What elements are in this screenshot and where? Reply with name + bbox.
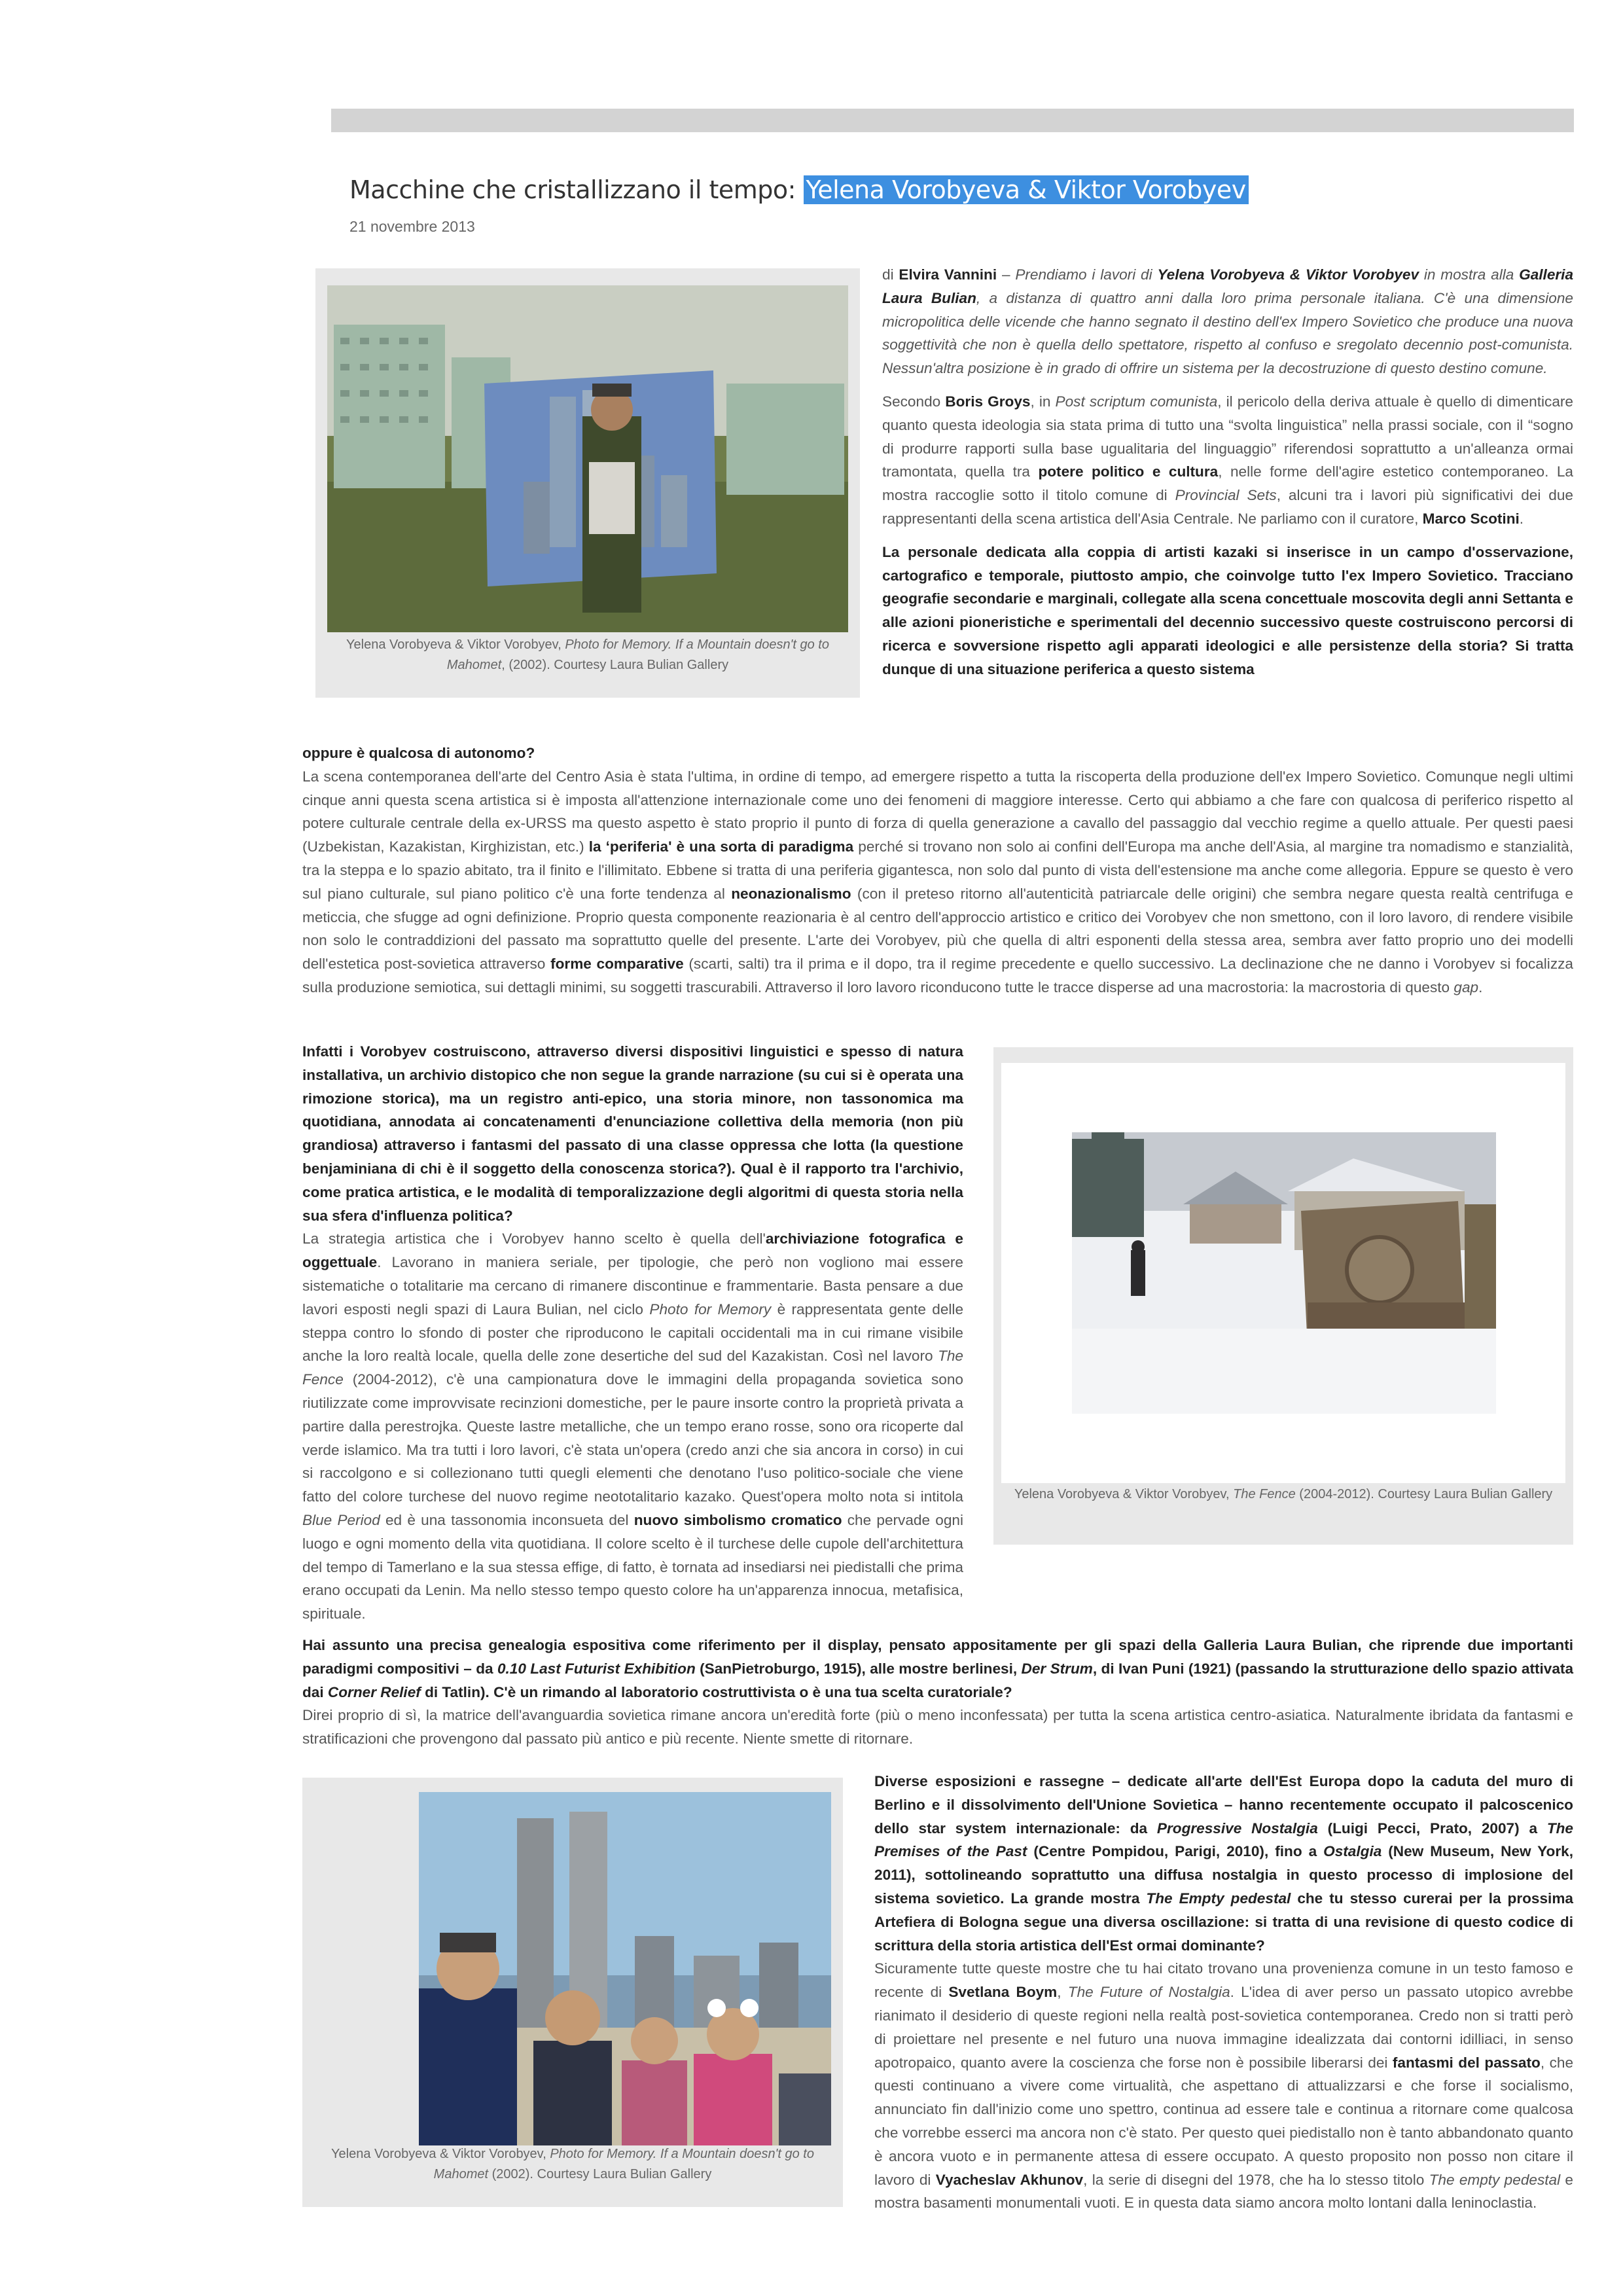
intro-paragraph: di Elvira Vannini – Prendiamo i lavori di Yelena Vorobyeva & Viktor Vorobyev in mostra alla Galleria Laura Bulian, a distanza di quattro anni dalla loro prima personale italiana. C'è una dimensione micropolitica delle vicende che hanno segnato il destino dell'ex Impero Sovietico che produce una nuova soggettività che non è quella dello spettatore, rispetto al confuso e sregolato decennio post-comunista. Nessun'altra posizione è in grado di offrire un sistema per la decostruzione di questo destino comune. xyxy=(882,266,1574,377)
question-3: Hai assunto una precisa genealogia espositiva come riferimento per il display, pensato appositamente per gli spazi della Galleria Laura Bulian, che riprende due importanti paradigmi compositivi – da 0.10 Last Futurist Exhibition (SanPietroburgo, 1915), alle mostre berlinesi, Der Strum, di Ivan Puni (1921) (passando la strutturazione dello spazio attivata dai Corner Relief di Tatlin). C'è un rimando al laboratorio costruttivista o è una tua scelta curatoriale? xyxy=(302,1637,1574,1700)
photo-for-memory-man-image xyxy=(327,285,848,632)
figure-3-caption: Yelena Vorobyeva & Viktor Vorobyev, Photo for Memory. If a Mountain doesn't go to Mahomet (2002). Courtesy Laura Bulian Gallery xyxy=(331,2147,814,2181)
figure-2 xyxy=(993,1047,1573,1545)
article-title: Macchine che cristallizzano il tempo: Yelena Vorobyeva & Viktor Vorobyev xyxy=(349,175,1249,204)
answer-2: La strategia artistica che i Vorobyev hanno scelto è quella dell'archiviazione fotografica e oggettuale. Lavorano in maniera seriale, per tipologie, che però non vogliono mai essere sistematiche o totalitarie ma cercano di rimanere discontinue e frammentarie. Basta pensare a due lavori esposti negli spazi di Laura Bulian, nel ciclo Photo for Memory è rappresentata gente delle steppa contro lo sfondo di poster che riproducono le capitali occidentali ma in cui rimane visibile anche la loro realtà locale, quella delle zone desertiche del sud del Kazakistan. Così nel lavoro The Fence (2004-2012), c'è una campionatura dove le immagini della propaganda sovietica sono riutilizzate come improvvisate recinzioni domestiche, per le paure insorte contro la proprietà privata a partire dalla perestrojka. Queste lastre metalliche, che un tempo erano rosse, sono ora ricoperte dal verde islamico. Ma tra tutti i loro lavori, c'è stata un'opera (credo anzi che sia ancora in corso) in cui si raccolgono e si collezionano tutti quegli elementi che denotano l'uso politico-sociale che viene fatto del colore turchese del nuovo regime neototalitario kazako. Quest'opera molto nota si intitola Blue Period ed è una tassonomia inconsueta del nuovo simbolismo cromatico che pervade ogni luogo e ogni momento della vita quotidiana. Il colore scelto è il turchese delle cupole dell'architettura del tempo di Tamerlano e la sua stessa effige, di fatto, è tornata ad insediarsi nei piedistalli che prima erano occupati da Lenin. Ma nello stesso tempo questo colore ha un'apparenza innocua, metafisica, spirituale. xyxy=(302,1230,964,1623)
display-block xyxy=(302,1634,1573,1751)
question-4: Diverse esposizioni e rassegne – dedicate all'arte dell'Est Europa dopo la caduta del muro di Berlino e il dissolvimento dell'Unione Sovietica – hanno recentemente occupato il palcoscenico dello star system internazionale: da Progressive Nostalgia (Luigi Pecci, Prato, 2007) a The Premises of the Past (Centre Pompidou, Parigi, 2010), fino a Ostalgia (New Museum, New York, 2011), sottolineando soprattutto una diffusa nostalgia in questo processo di implosione del sistema sovietico. La grande mostra The Empty pedestal che tu stesso curerai per la prossima Artefiera di Bologna segue una diversa oscillazione: si tratta di una revisione di questo codice di scrittura della storia artistica dell'Est ormai dominante? xyxy=(874,1773,1573,1954)
top-bar xyxy=(331,109,1574,132)
figure-1-caption: Yelena Vorobyeva & Viktor Vorobyev, Photo for Memory. If a Mountain doesn't go to Mahomet, (2002). Courtesy Laura Bulian Gallery xyxy=(346,637,829,672)
answer-1: La scena contemporanea dell'arte del Centro Asia è stata l'ultima, in ordine di tempo, ad emergere rispetto a tutta la riscoperta della produzione dell'ex Impero Sovietico. Comunque negli ultimi cinque anni questa scena artistica si è imposta all'attenzione internazionale come uno dei fenomeni di maggiore interesse. Certo qui abbiamo a che fare con qualcosa di periferico rispetto al potere culturale centrale della ex-URSS ma questo aspetto è stato proprio il punto di forza di quella generazione a cavallo del passaggio dal vecchio regime a quello attuale. Per questi paesi (Uzbekistan, Kazakistan, Kirghizistan, etc.) la ‘periferia' è una sorta di paradigma perché si trovano non solo ai confini dell'Europa ma anche dell'Asia, al margine tra nomadismo e stanzialità, tra la steppa e lo spazio abitato, tra il finito e l'illimitato. Ebbene si tratta di una periferia gigantesca, non solo dal punto di vista dell'estensione ma anche come allegoria. Eppure se questo è vero sul piano culturale, sul piano politico c'è una forte tendenza al neonazionalismo (con il preteso ritorno all'autenticità patriarcale delle origini) che sembra negare questa realtà centrifuga e meticcia, che sfugge ad ogni definizione. Proprio questa componente reazionaria è al centro dell'approccio artistico e critico dei Vorobyev che non smettono, con il loro lavoro, di rendere visibile non solo le contraddizioni del passato ma soprattutto quelle del presente. L'arte dei Vorobyev, più che quella di altri esponenti della stessa area, sembra aver fatto proprio uno dei modelli dell'estetica post-sovietica attraverso forme comparative (scarti, salti) tra il prima e il dopo, tra il regime precedente e quello successivo. La declinazione che ne danno i Vorobyev si focalizza sulla produzione semiotica, sui dettagli minimi, su soggetti trascurabili. Attraverso il loro lavoro riconducono tutte le tracce disperse ad una macrostoria: la macrostoria di questo gap. xyxy=(302,768,1574,996)
question-2: Infatti i Vorobyev costruiscono, attraverso diversi dispositivi linguistici e spesso di natura installativa, un archivio distopico che non segue la grande narrazione (su cui si è operata una rimozione storica), ma un registro anti-epico, una storia minore, non tassonomica ma quotidiana, annodata ai concatenamenti d'enunciazione collettiva della memoria (non più grandiosa) attraverso i fantasmi del passato di una classe oppressa che lotta (la questione benjaminiana di chi è il soggetto della conoscenza storica?). Qual è il rapporto tra l'archivio, come pratica artistica, e le modalità di temporalizzazione degli algoritmi di questa storia nella sua sfera d'influenza politica? xyxy=(302,1043,963,1224)
figure-1 xyxy=(315,268,860,698)
nostalgia-column xyxy=(874,1770,1573,2215)
question-1: La personale dedicata alla coppia di artisti kazaki si inserisce in un campo d'osservazione, cartografico e temporale, piuttosto ampio, che coinvolge tutto l'ex Impero Sovietico. Tracciano geografie secondarie e marginali, collegate alla scena concettuale moscovita degli anni Settanta e alle azioni pioneristiche e sperimentali del decennio successivo queste costruiscono percorsi di ricerca e sovversione rispetto agli apparati ideologici e alle persistenze della storia? Si tratta dunque di una situazione periferica a questo sistema xyxy=(882,543,1573,677)
article-date: 21 novembre 2013 xyxy=(349,218,475,235)
answer-3: Direi proprio di sì, la matrice dell'avanguardia sovietica rimane ancora un'eredità forte (più o meno inconfessata) per tutta la scena artistica centro-asiatica. Naturalmente ibridata da fantasmi e stratificazioni che provengono dal passato più antico e più recente. Niente smette di ritornare. xyxy=(302,1707,1573,1748)
figure-2-caption: Yelena Vorobyeva & Viktor Vorobyev, The Fence (2004-2012). Courtesy Laura Bulian Gallery xyxy=(1014,1487,1553,1501)
groys-paragraph: Secondo Boris Groys, in Post scriptum comunista, il pericolo della deriva attuale è quello di dimenticare quanto questa ideologia sia stata prima di tutto una “svolta linguistica” nella prassi sociale, con il “sogno di produrre rapporti sulla base ugualitaria del linguaggio” riferendosi soprattutto a un'alleanza ormai tramontata, quella tra potere politico e cultura, nelle forme dell'agire estetico contemporaneo. La mostra raccoglie sotto il titolo comune di Provincial Sets, alcuni tra i lavori più significativi dei due rappresentanti della scena artistica dell'Asia Centrale. Ne parliamo con il curatore, Marco Scotini. xyxy=(882,393,1573,527)
figure-3 xyxy=(302,1778,843,2207)
photo-for-memory-children-image xyxy=(419,1792,831,2145)
title-highlight: Yelena Vorobyeva & Viktor Vorobyev xyxy=(804,175,1249,204)
intro-column xyxy=(882,263,1573,681)
question-1-end: oppure è qualcosa di autonomo? xyxy=(302,745,535,761)
answer-1-block xyxy=(302,742,1573,999)
the-fence-image xyxy=(1072,1132,1496,1414)
answer-4: Sicuramente tutte queste mostre che tu hai citato trovano una provenienza comune in un testo famoso e recente di Svetlana Boym, The Future of Nostalgia. L'idea di aver perso un passato utopico avrebbe rianimato il desiderio di queste regioni nella realtà post-sovietica contemporanea. Credo non si tratti però di proiettare nel presente e nel futuro una nuova immagine idealizzata dai contorni idilliaci, in senso apotropaico, quanto avere la coscienza che forse non è possibile liberarsi dei fantasmi del passato, che questi continuano a vivere come virtualità, che aspettano di attualizzarsi e che forse il socialismo, annunciato fin dall'inizio come uno spettro, continua ad essere tale e continua a ritornare come qualcosa che vorrebbe esserci ma ancora non c'è stato. Per questo quei piedistallo non è tanto abbandonato quanto è ancora vuoto e in permanente attesa di essere occupato. A questo proposito non posso non citare il lavoro di Vyacheslav Akhunov, la serie di disegni del 1978, che ha lo stesso titolo The empty pedestal e mostra basamenti monumentali vuoti. E in questa data siamo ancora molto lontani dalla leninoclastia. xyxy=(874,1960,1574,2212)
archive-column xyxy=(302,1040,963,1626)
